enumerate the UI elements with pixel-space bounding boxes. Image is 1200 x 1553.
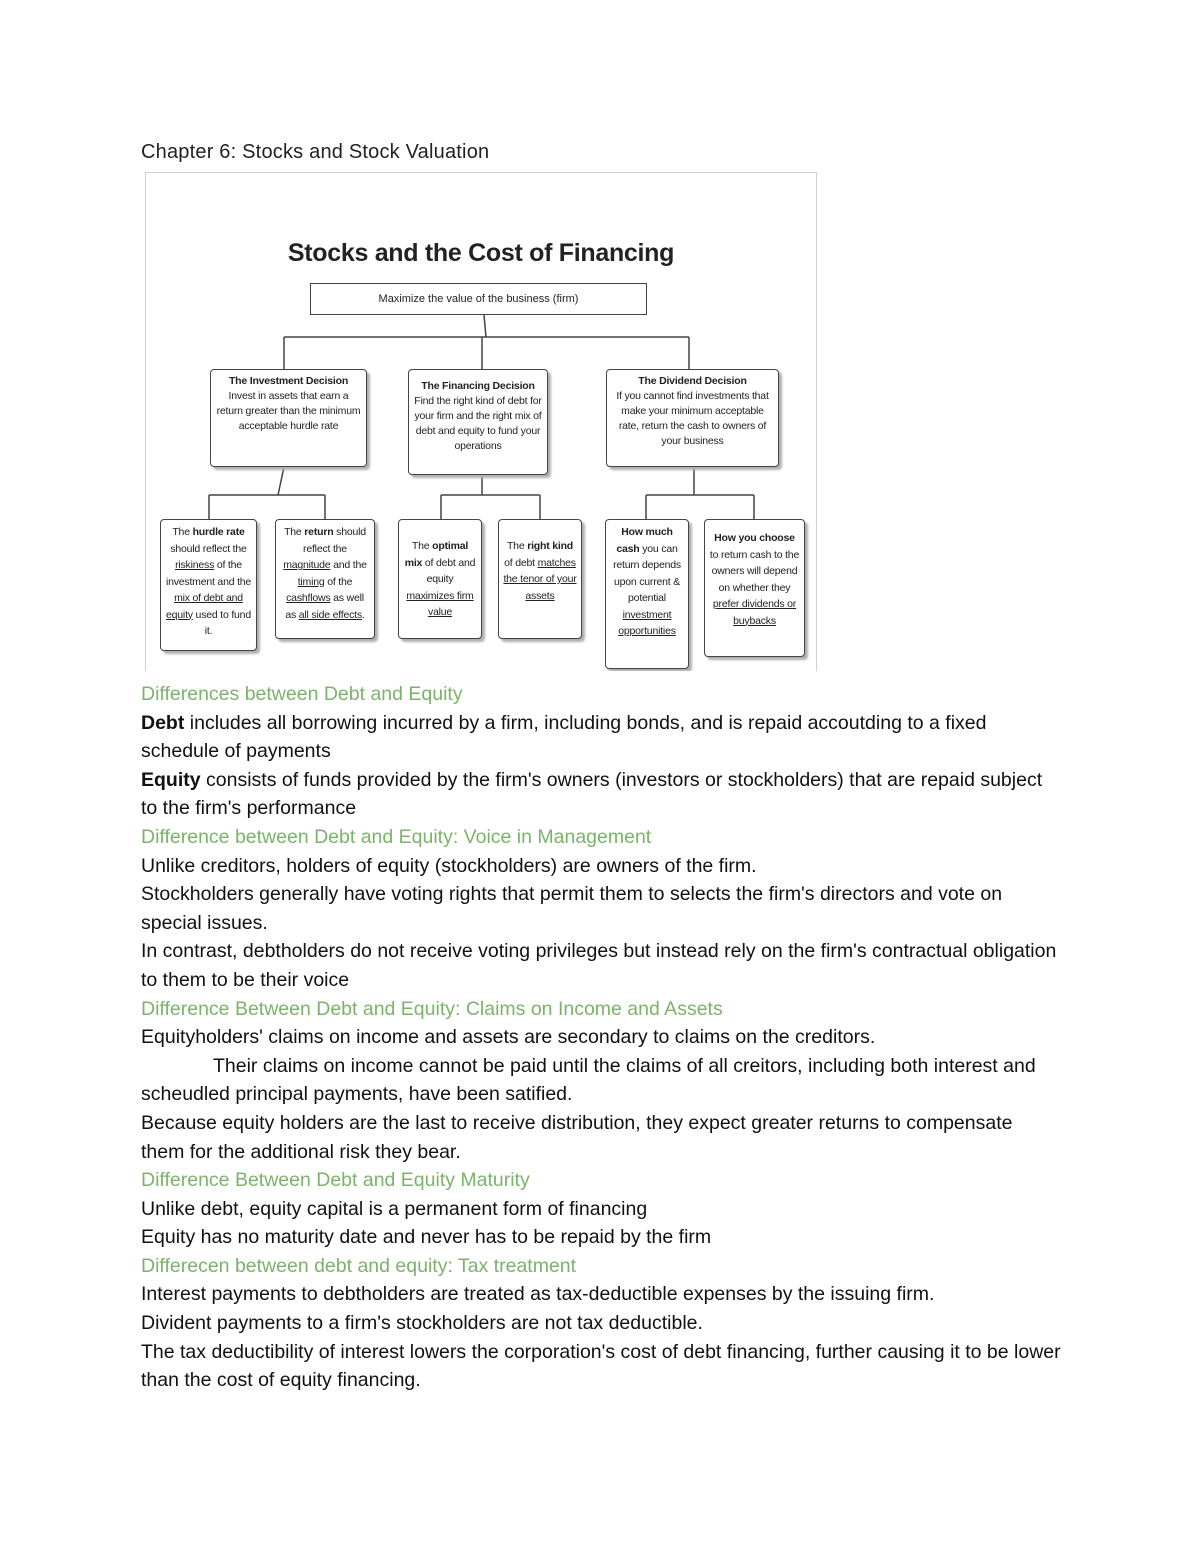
leaf-underline: riskiness [175,559,215,571]
diagram-title: Stocks and the Cost of Financing [287,239,675,267]
page-title: Chapter 6: Stocks and Stock Valuation [141,141,490,163]
section-heading: Difference between Debt and Equity: Voice in Management [141,825,652,848]
section-heading: Differecen between debt and equity: Tax treatment [141,1254,577,1277]
financing-decision-box [408,369,548,475]
equity-definition [141,766,1061,823]
section-heading: Difference Between Debt and Equity: Claims on Income and Assets [141,997,723,1020]
optimal-mix-box [398,519,482,639]
leaf-bold: right kind [527,540,574,552]
financing-body: Find the right kind of debt for your firm and the right mix of debt and equity to fund your operations [414,395,542,452]
paragraph: Equity has no maturity date and never has to be repaid by the firm [141,1226,712,1249]
leaf-bold: How much cash [616,526,673,555]
notes-body [141,680,1061,1395]
debt-label: Debt [141,711,185,734]
leaf-bold: optimal mix [404,540,469,569]
leaf-bold: return [304,526,334,538]
leaf-text: of debt and equity [422,556,476,585]
leaf-underline: investment opportunities [618,608,676,637]
paragraph: In contrast, debtholders do not receive voting privileges but instead rely on the firm's contractual obligation to them to be their voice [141,940,1057,991]
leaf-text: of the investment and the [165,559,252,588]
leaf-underline: maximizes firm value [406,589,474,618]
leaf-underline: all side effects [298,608,362,621]
paragraph: Divident payments to a firm's stockholders are not tax deductible. [141,1312,703,1335]
paragraph: Interest payments to debtholders are treated as tax-deductible expenses by the issuing firm. [141,1283,935,1306]
leaf-text: to return cash to the owners will depend on whether they [709,548,800,594]
leaf-text: used to fund it. [192,608,251,637]
equity-text: consists of funds provided by the firm's owners (investors or stockholders) that are repaid subject to the firm's performance [141,768,1043,820]
paragraph: The tax deductibility of interest lowers the corporation's cost of debt financing, further causing it to be lower than the cost of equity financing. [141,1340,1061,1392]
investment-body: Invest in assets that earn a return greater than the minimum acceptable hurdle rate [216,390,361,432]
how-you-choose-box [704,519,805,657]
leaf-bold: hurdle rate [192,526,245,538]
root-goal-box: Maximize the value of the business (firm) [310,283,647,315]
leaf-underline: timing [297,575,325,588]
debt-definition [141,709,1061,766]
hurdle-rate-box [160,519,257,651]
leaf-text: of the [324,575,353,588]
dividend-body: If you cannot find investments that make your minimum acceptable rate, return the cash to owners of your business [616,390,769,447]
connector-investment-down [278,467,284,495]
leaf-underline: magnitude [283,559,331,571]
leaf-text: should reflect the [170,542,247,555]
leaf-text: of debt [504,556,538,569]
indented-text: Their claims on income cannot be paid until the claims of all creitors, including both interest and scheudled principal payments, have been satified. [141,1054,1036,1106]
paragraph: Stockholders generally have voting rights that permit them to selects the firm's directors and vote on special issues. [141,883,1003,934]
section-heading: Difference Between Debt and Equity Maturity [141,1169,530,1192]
equity-label: Equity [141,768,201,791]
paragraph: Unlike debt, equity capital is a permanent form of financing [141,1197,648,1220]
debt-text: includes all borrowing incurred by a firm, including bonds, and is repaid accoutding to a fixed schedule of payments [141,711,987,763]
leaf-text: The [411,540,433,552]
leaf-underline: cashflows [286,592,331,604]
connector-root [484,315,486,337]
right-kind-box [498,519,582,639]
leaf-underline: prefer dividends or buybacks [712,598,797,627]
dividend-decision-box [606,369,779,467]
leaf-text: The [172,526,193,538]
investment-decision-box [210,369,367,467]
leaf-underline: matches the tenor of your assets [503,556,577,602]
leaf-underline: mix of debt and equity [166,592,243,621]
leaf-text: should reflect the [303,526,366,555]
leaf-text: The [284,526,305,538]
paragraph: Equityholders' claims on income and assets are secondary to claims on the creditors. [141,1026,876,1049]
return-box [275,519,375,639]
financing-diagram [145,172,817,671]
paragraph: Unlike creditors, holders of equity (stockholders) are owners of the firm. [141,854,757,877]
paragraph: Because equity holders are the last to receive distribution, they expect greater returns to compensate them for the additional risk they bear. [141,1111,1013,1163]
paragraph [141,1052,1061,1109]
dividend-title: The Dividend Decision [638,375,747,387]
leaf-text: . [361,608,365,621]
financing-title: The Financing Decision [421,380,535,392]
section-heading: Differences between Debt and Equity [141,683,463,705]
how-much-cash-box [605,519,689,669]
leaf-text: you can return depends upon current & potential [613,542,681,604]
leaf-text: The [506,540,528,552]
investment-title: The Investment Decision [228,375,349,387]
leaf-bold: How you choose [714,532,795,544]
leaf-text: as well as [285,592,364,621]
leaf-text: and the [330,559,367,571]
